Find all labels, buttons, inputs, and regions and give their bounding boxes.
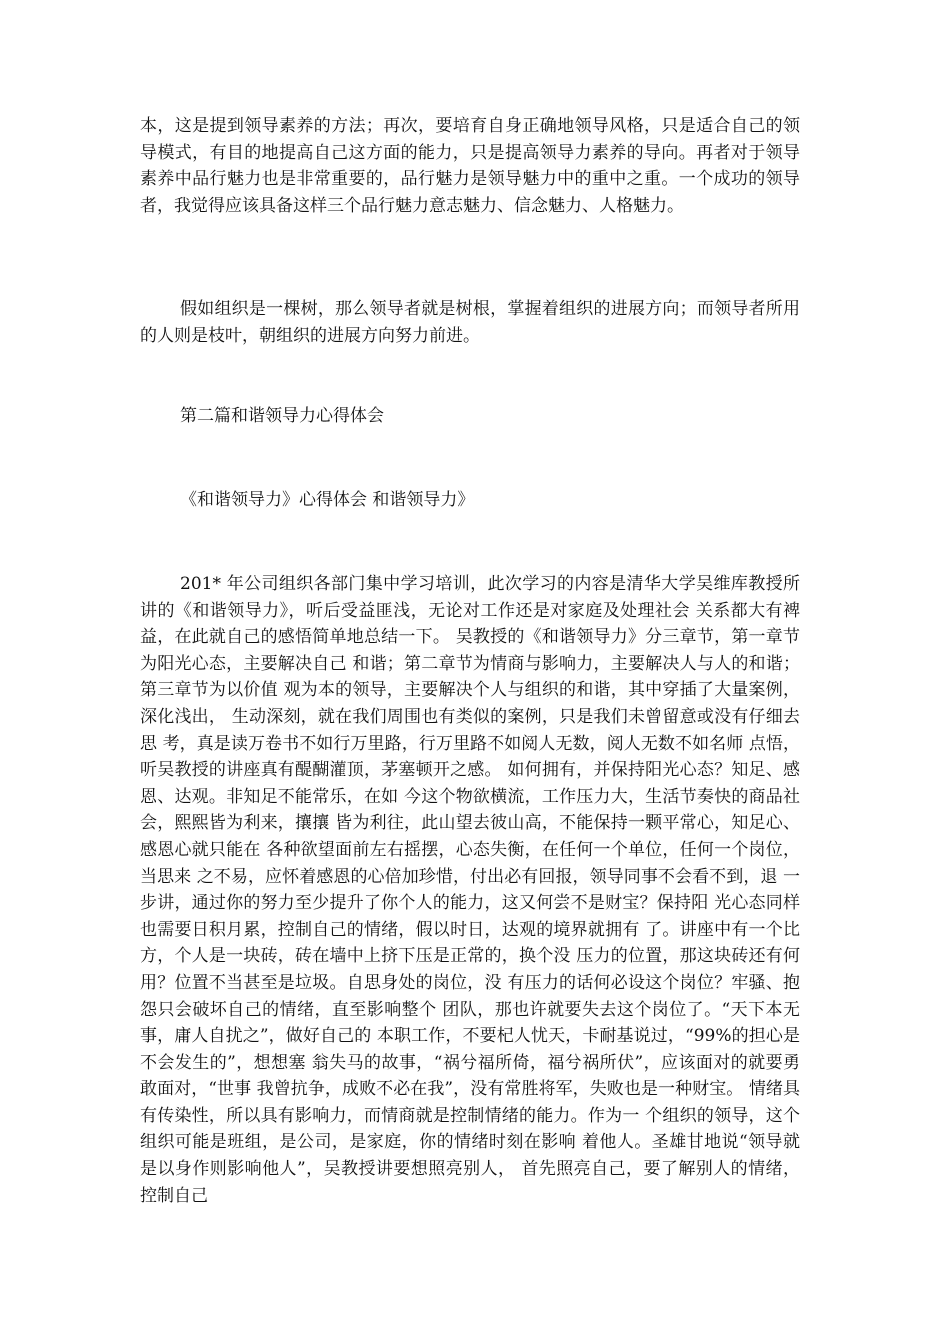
body-paragraph: 201* 年公司组织各部门集中学习培训，此次学习的内容是清华大学吴维库教授所讲的《和谐领导力》，听后受益匪浅，无论对工作还是对家庭及处理社会 关系都大有裨益，在此就自己的感悟简单地总结一下。 吴教授的《和谐领导力》分三章节，第一章节为阳光心态，主要解决自己 和谐；第二章节为情商与影响力，主要解决人与人的和谐；第三章节为以价值 观为本的领导，主要解决个人与组织的和谐，其中穿插了大量案例，深化浅出， 生动深刻，就在我们周围也有类似的案例，只是我们未曾留意或没有仔细去思 考，真是读万卷书不如行万里路，行万里路不如阅人无数，阅人无数不如名师 点悟，听吴教授的讲座真有醍醐灌顶，茅塞顿开之感。 如何拥有，并保持阳光心态？知足、感恩、达观。非知足不能常乐，在如 今这个物欲横流，工作压力大，生活节奏快的商品社会，熙熙皆为利来，攘攘 皆为利往，此山望去彼山高，不能保持一颗平常心，知足心、感恩心就只能在 各种欲望面前左右摇摆，心态失衡，在任何一个单位，任何一个岗位，当思来 之不易，应怀着感恩的心倍加珍惜，付出必有回报，领导同事不会看不到，退 一步讲，通过你的努力至少提升了你个人的能力，这又何尝不是财宝？保持阳 光心态同样也需要日积月累，控制自己的情绪，假以时日，达观的境界就拥有 了。讲座中有一个比方，个人是一块砖，砖在墙中上挤下压是正常的，换个没 压力的位置，那这块砖还有何用？位置不当甚至是垃圾。自思身处的岗位，没 有压力的话何必设这个岗位？牢骚、抱怨只会破坏自己的情绪，直至影响整个 团队，那也许就要失去这个岗位了。“天下本无事，庸人自扰之”，做好自己的 本职工作，不要杞人忧天，卡耐基说过，“99%的担心是不会发生的”，想想塞 翁失马的故事，“祸兮福所倚，福兮祸所伏”，应该面对的就要勇敢面对，“世事 我曾抗争，成败不必在我”，没有常胜将军，失败也是一种财宝。 情绪具有传染性，所以具有影响力，而情商就是控制情绪的能力。作为一 个组织的领导，这个组织可能是班组，是公司，是家庭，你的情绪时刻在影响 着他人。圣雄甘地说“领导就是以身作则影响他人”，吴教授讲要想照亮别人， 首先照亮自己，要了解别人的情绪，控制自己 <box>140 574 800 1206</box>
body-paragraph: 本，这是提到领导素养的方法；再次，要培育自身正确地领导风格，只是适合自己的领导模式，有目的地提高自己这方面的能力，只是提高领导力素养的导向。再者对于领导素养中品行魅力也是非常重要的，品行魅力是领导魅力中的重中之重。一个成功的领导者，我觉得应该具备这样三个品行魅力意志魅力、信念魅力、人格魅力。 <box>140 116 800 216</box>
body-paragraph: 假如组织是一棵树，那么领导者就是树根，掌握着组织的进展方向；而领导者所用的人则是枝叶，朝组织的进展方向努力前进。 <box>140 299 800 346</box>
section-subheading: 《和谐领导力》心得体会 和谐领导力》 <box>180 490 475 510</box>
section-heading: 第二篇和谐领导力心得体会 <box>180 406 384 426</box>
